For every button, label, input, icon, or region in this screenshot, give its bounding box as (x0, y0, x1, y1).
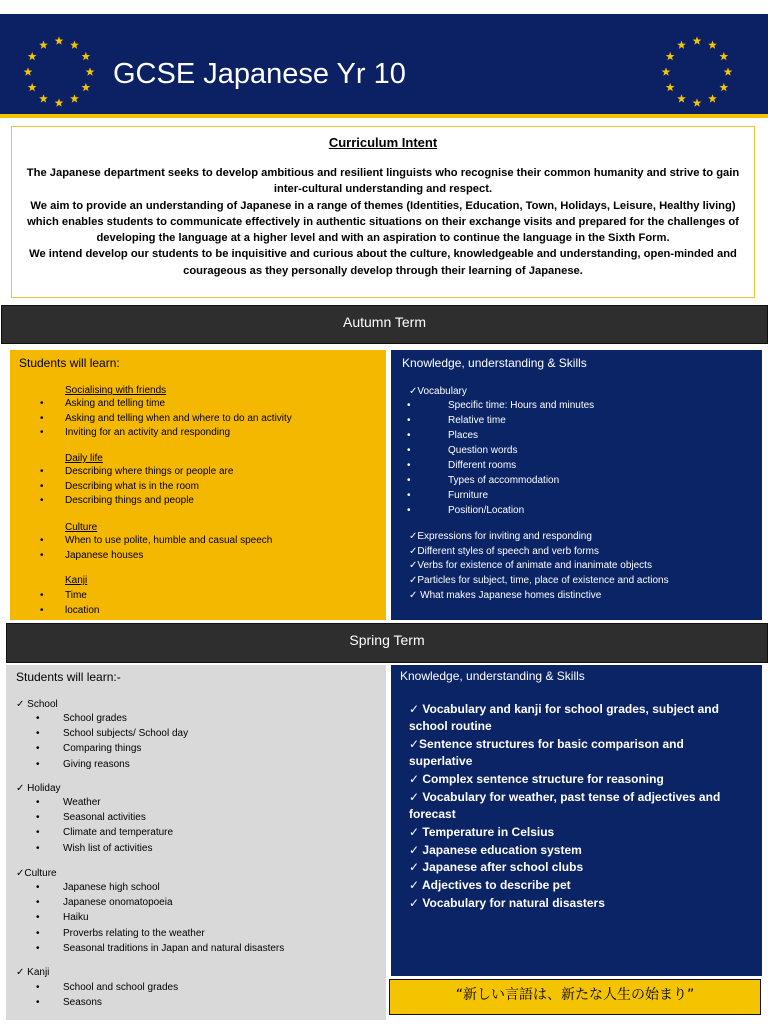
group-list (36, 980, 178, 1010)
curriculum-intent-box (11, 126, 755, 298)
list-item: • Comparing things (36, 741, 188, 756)
autumn-students-learn-panel (10, 350, 386, 620)
star-icon (55, 98, 64, 106)
spring-knowledge-panel (391, 665, 762, 976)
list-item: ✓Expressions for inviting and responding (409, 531, 592, 542)
group-heading: Kanji (65, 575, 88, 586)
list-item: • Japanese houses (40, 549, 272, 564)
list-item: ✓ Temperature in Celsius (409, 824, 555, 839)
japanese-quote-box: “新しい言語は、新たな人生の始まり” (389, 979, 761, 1015)
star-icon (28, 83, 37, 91)
star-icon (24, 67, 33, 75)
star-icon (719, 83, 728, 91)
intent-body: The Japanese department seeks to develop ambitious and resilient linguists who recognise their common humanity and strive to gain inter-cultural understanding and respect. We aim to provide an understanding of Japanese in a range of themes (Identities, Education, Town, Holidays, Leisure, Healthy living) which enables students to communicate effectively in authentic situations on their exchange visits and prepared for the challenges of developing the language at a higher level and with an aspiration to continue the language in the Sixth Form. We intend develop our students to be inquisitive and curious about the culture, knowledgeable and understanding, open-minded and courageous as they personally develop through their learning of Japanese. (26, 167, 740, 277)
group-list (40, 465, 233, 509)
star-icon (81, 52, 90, 60)
star-icon (708, 94, 717, 102)
list-item: ✓ Vocabulary for natural disasters (409, 895, 605, 910)
autumn-term-bar: Autumn Term (1, 305, 768, 344)
list-item: ✓ Complex sentence structure for reasoning (409, 772, 664, 786)
list-item: • Seasonal activities (36, 810, 173, 825)
list-item: • Time (40, 589, 99, 604)
list-item: • Types of accommodation (395, 473, 594, 488)
group-heading: Socialising with friends (65, 385, 167, 396)
list-item: • Different rooms (395, 458, 594, 473)
list-item: • School subjects/ School day (36, 726, 188, 741)
list-item: ✓Different styles of speech and verb forms (409, 545, 599, 557)
list-item: ✓ Adjectives to describe pet (409, 878, 571, 893)
list-item: • location (40, 604, 99, 619)
list-item: • Inviting for an activity and responding (40, 426, 292, 441)
header-gold-stripe (0, 114, 768, 118)
list-item: • Japanese onomatopoeia (36, 895, 284, 910)
list-item: ✓Sentence structures for basic comparison and superlative (409, 737, 684, 769)
list-item: • Furniture (395, 488, 594, 503)
list-item: ✓ Vocabulary for weather, past tense of adjectives and forecast (409, 789, 721, 821)
list-item: • Relative time (395, 413, 594, 428)
list-item: • Describing where things or people are (40, 465, 233, 480)
group-heading: ✓ Kanji (16, 967, 50, 978)
star-icon (39, 94, 48, 102)
group-list (40, 534, 272, 563)
star-icon (666, 83, 675, 91)
list-item: • Japanese high school (36, 880, 284, 895)
eu-stars-icon-left (23, 36, 95, 108)
list-item: ✓ Vocabulary and kanji for school grades, subject and school routine (409, 702, 719, 734)
star-icon (677, 94, 686, 102)
group-heading: Daily life (65, 453, 103, 464)
vocab-list (395, 398, 594, 518)
autumn-knowledge-panel (391, 350, 762, 620)
star-icon (55, 36, 64, 44)
list-item: • Places (395, 428, 594, 443)
spring-students-learn-panel (6, 665, 386, 1020)
list-item: • Seasons (36, 995, 178, 1010)
intent-title: Curriculum Intent (328, 135, 438, 150)
list-item: ✓Verbs for existence of animate and inanimate objects (409, 560, 652, 572)
list-item: • Seasonal traditions in Japan and natural disasters (36, 941, 284, 956)
star-icon (666, 52, 675, 60)
list-item: ✓ Japanese education system (409, 842, 582, 857)
eu-stars-icon-right (661, 36, 733, 108)
group-list (40, 589, 99, 618)
star-icon (719, 52, 728, 60)
vocab-label: ✓Vocabulary (409, 386, 467, 397)
list-item: • Asking and telling time (40, 397, 292, 412)
page-title: GCSE Japanese Yr 10 (113, 58, 406, 90)
spring-term-bar: Spring Term (6, 623, 768, 663)
list-item: • Position/Location (395, 503, 594, 518)
list-item: • School grades (36, 711, 188, 726)
star-icon (86, 67, 95, 75)
group-heading: Culture (65, 522, 98, 533)
star-icon (693, 36, 702, 44)
spring-right-title: Knowledge, understanding & Skills (400, 669, 585, 683)
star-icon (708, 41, 717, 49)
list-item: ✓Particles for subject, time, place of existence and actions (409, 575, 669, 587)
list-item: • Describing things and people (40, 494, 233, 509)
list-item: • Question words (395, 443, 594, 458)
list-item: ✓ Japanese after school clubs (409, 860, 584, 875)
star-icon (81, 83, 90, 91)
list-item: • Describing what is in the room (40, 480, 233, 495)
list-item: ✓ What makes Japanese homes distinctive (409, 589, 602, 601)
group-list (36, 795, 173, 856)
autumn-left-title: Students will learn: (19, 356, 120, 370)
list-item: • Asking and telling when and where to do an activity (40, 412, 292, 427)
autumn-right-title: Knowledge, understanding & Skills (402, 356, 587, 370)
star-icon (70, 94, 79, 102)
group-heading: ✓Culture (16, 868, 57, 879)
group-list (36, 711, 188, 772)
skills-check-list (409, 701, 749, 913)
list-item: • Climate and temperature (36, 825, 173, 840)
list-item: • Wish list of activities (36, 841, 173, 856)
list-item: • Giving reasons (36, 757, 188, 772)
list-item: • When to use polite, humble and casual speech (40, 534, 272, 549)
spring-left-title: Students will learn:- (16, 670, 121, 684)
skills-check-list (409, 530, 669, 604)
star-icon (70, 41, 79, 49)
star-icon (677, 41, 686, 49)
group-heading: ✓ School (16, 699, 58, 710)
list-item: • Specific time: Hours and minutes (395, 398, 594, 413)
star-icon (724, 67, 733, 75)
list-item: • School and school grades (36, 980, 178, 995)
list-item: • Haiku (36, 910, 284, 925)
group-list (40, 397, 292, 441)
star-icon (662, 67, 671, 75)
group-heading: ✓ Holiday (16, 783, 61, 794)
list-item: • Proverbs relating to the weather (36, 926, 284, 941)
star-icon (39, 41, 48, 49)
star-icon (693, 98, 702, 106)
list-item: • Weather (36, 795, 173, 810)
star-icon (28, 52, 37, 60)
group-list (36, 880, 284, 956)
